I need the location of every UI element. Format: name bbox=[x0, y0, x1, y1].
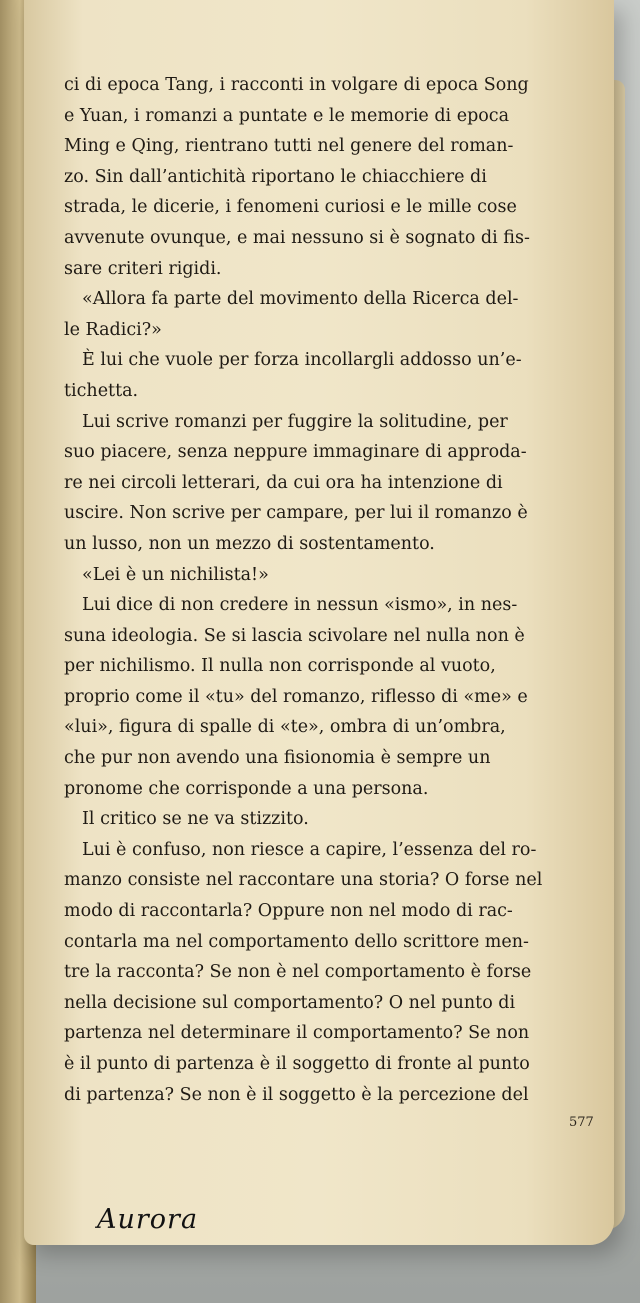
text-line: tichetta. bbox=[64, 380, 139, 401]
text-line: strada, le dicerie, i fenomeni curiosi e le mille cose bbox=[64, 197, 517, 218]
text-line: Lui dice di non credere in nessun «ismo», in nes- bbox=[82, 595, 518, 616]
text-line: di partenza? Se non è il soggetto è la percezione del bbox=[64, 1084, 529, 1105]
text-line: È lui che vuole per forza incollargli addosso un’e- bbox=[82, 350, 522, 371]
text-line: uscire. Non scrive per campare, per lui il romanzo è bbox=[64, 503, 528, 524]
text-line: modo di raccontarla? Oppure non nel modo di rac- bbox=[64, 901, 513, 922]
page-number: 577 bbox=[569, 1115, 594, 1130]
text-line: nella decisione sul comportamento? O nel punto di bbox=[64, 992, 516, 1013]
text-line: che pur non avendo una fisionomia è sempre un bbox=[64, 748, 491, 769]
text-line: suo piacere, senza neppure immaginare di approda- bbox=[64, 442, 527, 463]
book-page bbox=[24, 0, 614, 1245]
text-line: ci di epoca Tang, i racconti in volgare di epoca Song bbox=[64, 75, 529, 95]
text-line: tre la racconta? Se non è nel comportamento è forse bbox=[64, 962, 532, 983]
text-line: pronome che corrisponde a una persona. bbox=[64, 778, 429, 799]
text-line: è il punto di partenza è il soggetto di fronte al punto bbox=[64, 1054, 530, 1074]
text-line: contarla ma nel comportamento dello scrittore men- bbox=[64, 931, 529, 952]
text-line: suna ideologia. Se si lascia scivolare nel nulla non è bbox=[64, 625, 525, 646]
watermark: Aurora bbox=[97, 1204, 199, 1235]
text-line: avvenute ovunque, e mai nessuno si è sognato di fis- bbox=[64, 227, 530, 248]
page-text bbox=[64, 70, 569, 1110]
text-line: le Radici?» bbox=[64, 319, 162, 340]
text-line: un lusso, non un mezzo di sostentamento. bbox=[64, 533, 435, 554]
text-line: «lui», figura di spalle di «te», ombra di un’ombra, bbox=[64, 717, 506, 738]
text-line: Il critico se ne va stizzito. bbox=[82, 809, 309, 830]
text-line: re nei circoli letterari, da cui ora ha intenzione di bbox=[64, 472, 503, 493]
text-line: Ming e Qing, rientrano tutti nel genere del roman- bbox=[64, 136, 514, 157]
text-line: per nichilismo. Il nulla non corrisponde al vuoto, bbox=[64, 656, 496, 677]
text-line: Lui è confuso, non riesce a capire, l’essenza del ro- bbox=[82, 839, 537, 860]
text-line: «Lei è un nichilista!» bbox=[82, 564, 269, 585]
text-line: Lui scrive romanzi per fuggire la solitudine, per bbox=[82, 411, 508, 432]
text-line: proprio come il «tu» del romanzo, riflesso di «me» e bbox=[64, 686, 528, 707]
text-line: manzo consiste nel raccontare una storia? O forse nel bbox=[64, 870, 543, 891]
text-line: e Yuan, i romanzi a puntate e le memorie di epoca bbox=[64, 105, 510, 126]
text-line: zo. Sin dall’antichità riportano le chiacchiere di bbox=[64, 166, 487, 187]
text-line: partenza nel determinare il comportamento? Se non bbox=[64, 1023, 530, 1044]
text-line: sare criteri rigidi. bbox=[64, 258, 222, 279]
text-line: «Allora fa parte del movimento della Ricerca del- bbox=[82, 289, 519, 310]
